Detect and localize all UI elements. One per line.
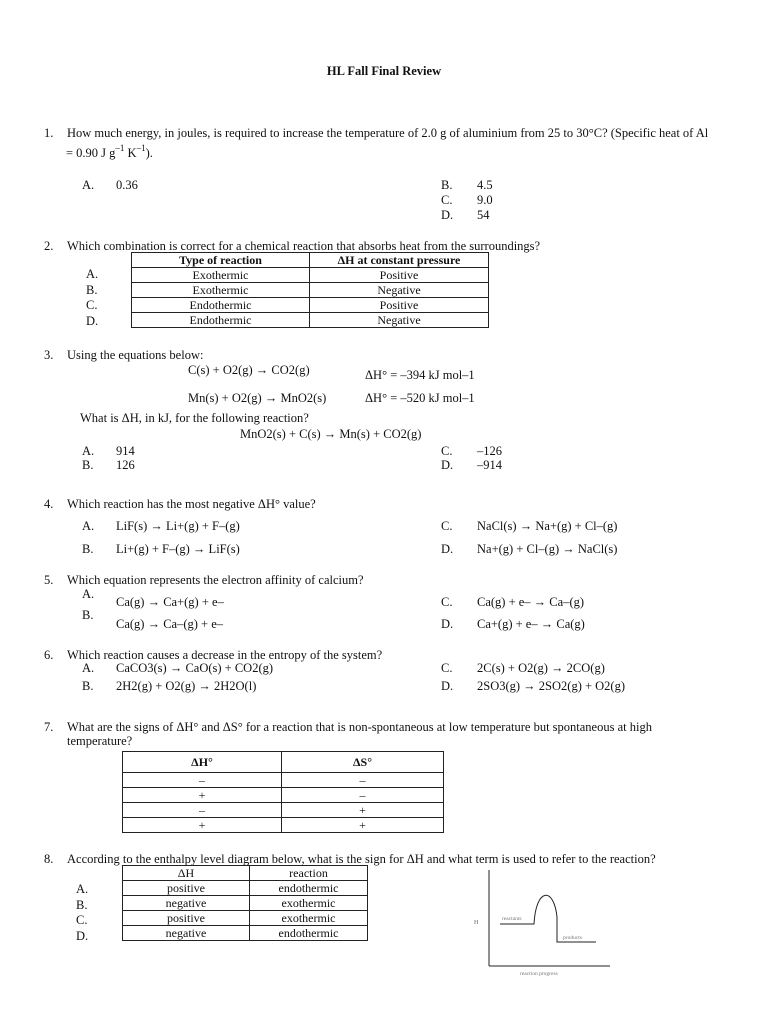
equation-1-dh: ΔH° = –394 kJ mol–1 <box>365 368 475 382</box>
enthalpy-table <box>122 865 368 941</box>
option-value: 2SO3(g) → 2SO2(g) + O2(g) <box>477 679 626 693</box>
cell: + <box>282 818 444 833</box>
question-4 <box>44 495 724 513</box>
cell: endothermic <box>250 881 368 896</box>
cell: – <box>123 803 282 818</box>
table-row <box>123 803 444 818</box>
question-7 <box>44 718 724 736</box>
products-label: products <box>563 935 582 941</box>
question-1-continued: = 0.90 J $g^{-1}$ $K^{-1}$). <box>66 143 153 160</box>
row-letter: B. <box>76 898 88 912</box>
question-text: How much energy, in joules, is required to increase the temperature of 2.0 g of aluminium from 25 to 30°C? (Specific heat of Al <box>67 126 709 140</box>
table-row <box>132 313 489 328</box>
question-text: Which reaction has the most negative ΔH° value? <box>67 497 316 511</box>
option-value: Li+(g) + F–(g) → LiF(s) <box>116 542 240 556</box>
equation-1: C(s) + O2(g) → CO2(g) <box>188 363 310 377</box>
question-number: 1. <box>44 126 54 140</box>
question-number: 2. <box>44 239 54 253</box>
question-number: 8. <box>44 852 54 866</box>
cell: Positive <box>310 268 489 283</box>
table-row <box>132 283 489 298</box>
row-letter: D. <box>76 929 89 943</box>
option-value: 914 <box>116 444 135 458</box>
cell: Negative <box>310 313 489 328</box>
question-number: 6. <box>44 648 54 662</box>
table-row <box>123 911 368 926</box>
option-letter: C. <box>441 519 453 533</box>
option-value: LiF(s) → Li+(g) + F–(g) <box>116 519 240 533</box>
option-value: –126 <box>477 444 502 458</box>
cell: – <box>282 788 444 803</box>
option-value: –914 <box>477 458 502 472</box>
row-letter: C. <box>76 913 88 927</box>
table-row <box>123 788 444 803</box>
option-letter: B. <box>441 178 453 192</box>
option-letter: D. <box>441 542 454 556</box>
row-letter: D. <box>86 314 99 328</box>
x-axis-label: reaction progress <box>520 971 558 977</box>
table-row <box>123 926 368 941</box>
option-letter: B. <box>82 608 94 622</box>
option-letter: C. <box>441 193 453 207</box>
option-value: CaCO3(s) → CaO(s) + CO2(g) <box>116 661 274 675</box>
option-letter: B. <box>82 458 94 472</box>
option-value: Ca(g) → Ca+(g) + e– <box>116 595 224 609</box>
option-value: NaCl(s) → Na+(g) + Cl–(g) <box>477 519 618 533</box>
table-row <box>132 268 489 283</box>
equation-2: Mn(s) + O2(g) → MnO2(s) <box>188 391 327 405</box>
header-dh: ΔH <box>123 866 250 881</box>
cell: exothermic <box>250 911 368 926</box>
option-letter: C. <box>441 595 453 609</box>
question-7-continued: temperature? <box>67 734 133 748</box>
option-value: 2H2(g) + O2(g) → 2H2O(l) <box>116 679 257 693</box>
question-1 <box>44 124 724 142</box>
row-letter: C. <box>86 298 98 312</box>
option-value: 9.0 <box>477 193 493 207</box>
cell: Exothermic <box>132 283 310 298</box>
option-letter: B. <box>82 542 94 556</box>
y-axis-label: H <box>474 920 479 926</box>
question-3 <box>44 346 724 364</box>
equation-2-dh: ΔH° = –520 kJ mol–1 <box>365 391 475 405</box>
question-text: Using the equations below: <box>67 348 204 362</box>
question-number: 5. <box>44 573 54 587</box>
option-letter: D. <box>441 617 454 631</box>
option-value: 4.5 <box>477 178 493 192</box>
cell: Negative <box>310 283 489 298</box>
table-row <box>132 298 489 313</box>
option-letter: A. <box>82 178 95 192</box>
option-letter: A. <box>82 587 95 601</box>
option-value: 0.36 <box>116 178 138 192</box>
question-text: What are the signs of ΔH° and ΔS° for a reaction that is non-spontaneous at low temperature but spontaneous at high <box>67 720 652 734</box>
cell: Exothermic <box>132 268 310 283</box>
header-ds: ΔS° <box>282 752 444 773</box>
option-value: Na+(g) + Cl–(g) → NaCl(s) <box>477 542 618 556</box>
question-text: Which equation represents the electron affinity of calcium? <box>67 573 364 587</box>
header-type: Type of reaction <box>132 253 310 268</box>
header-dh: ΔH° <box>123 752 282 773</box>
cell: – <box>123 773 282 788</box>
cell: + <box>123 788 282 803</box>
cell: negative <box>123 896 250 911</box>
option-letter: D. <box>441 679 454 693</box>
cell: positive <box>123 881 250 896</box>
option-value: Ca+(g) + e– → Ca(g) <box>477 617 585 631</box>
row-letter: B. <box>86 283 98 297</box>
option-value: 54 <box>477 208 490 222</box>
row-letter: A. <box>76 882 89 896</box>
question-5 <box>44 571 724 589</box>
page-title: HL Fall Final Review <box>326 64 442 78</box>
cell: Endothermic <box>132 313 310 328</box>
option-letter: C. <box>441 444 453 458</box>
table-row <box>123 818 444 833</box>
cell: exothermic <box>250 896 368 911</box>
option-letter: D. <box>441 458 454 472</box>
question-number: 4. <box>44 497 54 511</box>
signs-table <box>122 751 444 833</box>
option-value: 2C(s) + O2(g) → 2CO(g) <box>477 661 605 675</box>
option-letter: D. <box>441 208 454 222</box>
enthalpy-diagram <box>470 862 620 980</box>
option-letter: A. <box>82 519 95 533</box>
cell: positive <box>123 911 250 926</box>
cell: Positive <box>310 298 489 313</box>
question-number: 7. <box>44 720 54 734</box>
question-text: Which reaction causes a decrease in the entropy of the system? <box>67 648 383 662</box>
question-text: Which combination is correct for a chemical reaction that absorbs heat from the surroundings? <box>67 239 541 253</box>
table-row <box>123 881 368 896</box>
question-text: According to the enthalpy level diagram below, what is the sign for ΔH and what term is used to refer to the reaction? <box>67 852 656 866</box>
cell: negative <box>123 926 250 941</box>
sub-question: What is ΔH, in kJ, for the following reaction? <box>80 411 309 425</box>
option-value: Ca(g) → Ca–(g) + e– <box>116 617 224 631</box>
cell: + <box>282 803 444 818</box>
question-number: 3. <box>44 348 54 362</box>
option-value: 126 <box>116 458 135 472</box>
cell: endothermic <box>250 926 368 941</box>
option-letter: C. <box>441 661 453 675</box>
option-letter: B. <box>82 679 94 693</box>
cell: – <box>282 773 444 788</box>
reaction-type-table <box>131 252 489 328</box>
option-letter: A. <box>82 444 95 458</box>
cell: + <box>123 818 282 833</box>
header-reaction: reaction <box>250 866 368 881</box>
table-row <box>123 773 444 788</box>
cell: Endothermic <box>132 298 310 313</box>
reactants-label: reactants <box>502 916 522 922</box>
option-letter: A. <box>82 661 95 675</box>
header-dh: ΔH at constant pressure <box>310 253 489 268</box>
target-equation: MnO2(s) + C(s) → Mn(s) + CO2(g) <box>240 427 422 441</box>
table-row <box>123 896 368 911</box>
row-letter: A. <box>86 267 99 281</box>
option-value: Ca(g) + e– → Ca–(g) <box>477 595 585 609</box>
